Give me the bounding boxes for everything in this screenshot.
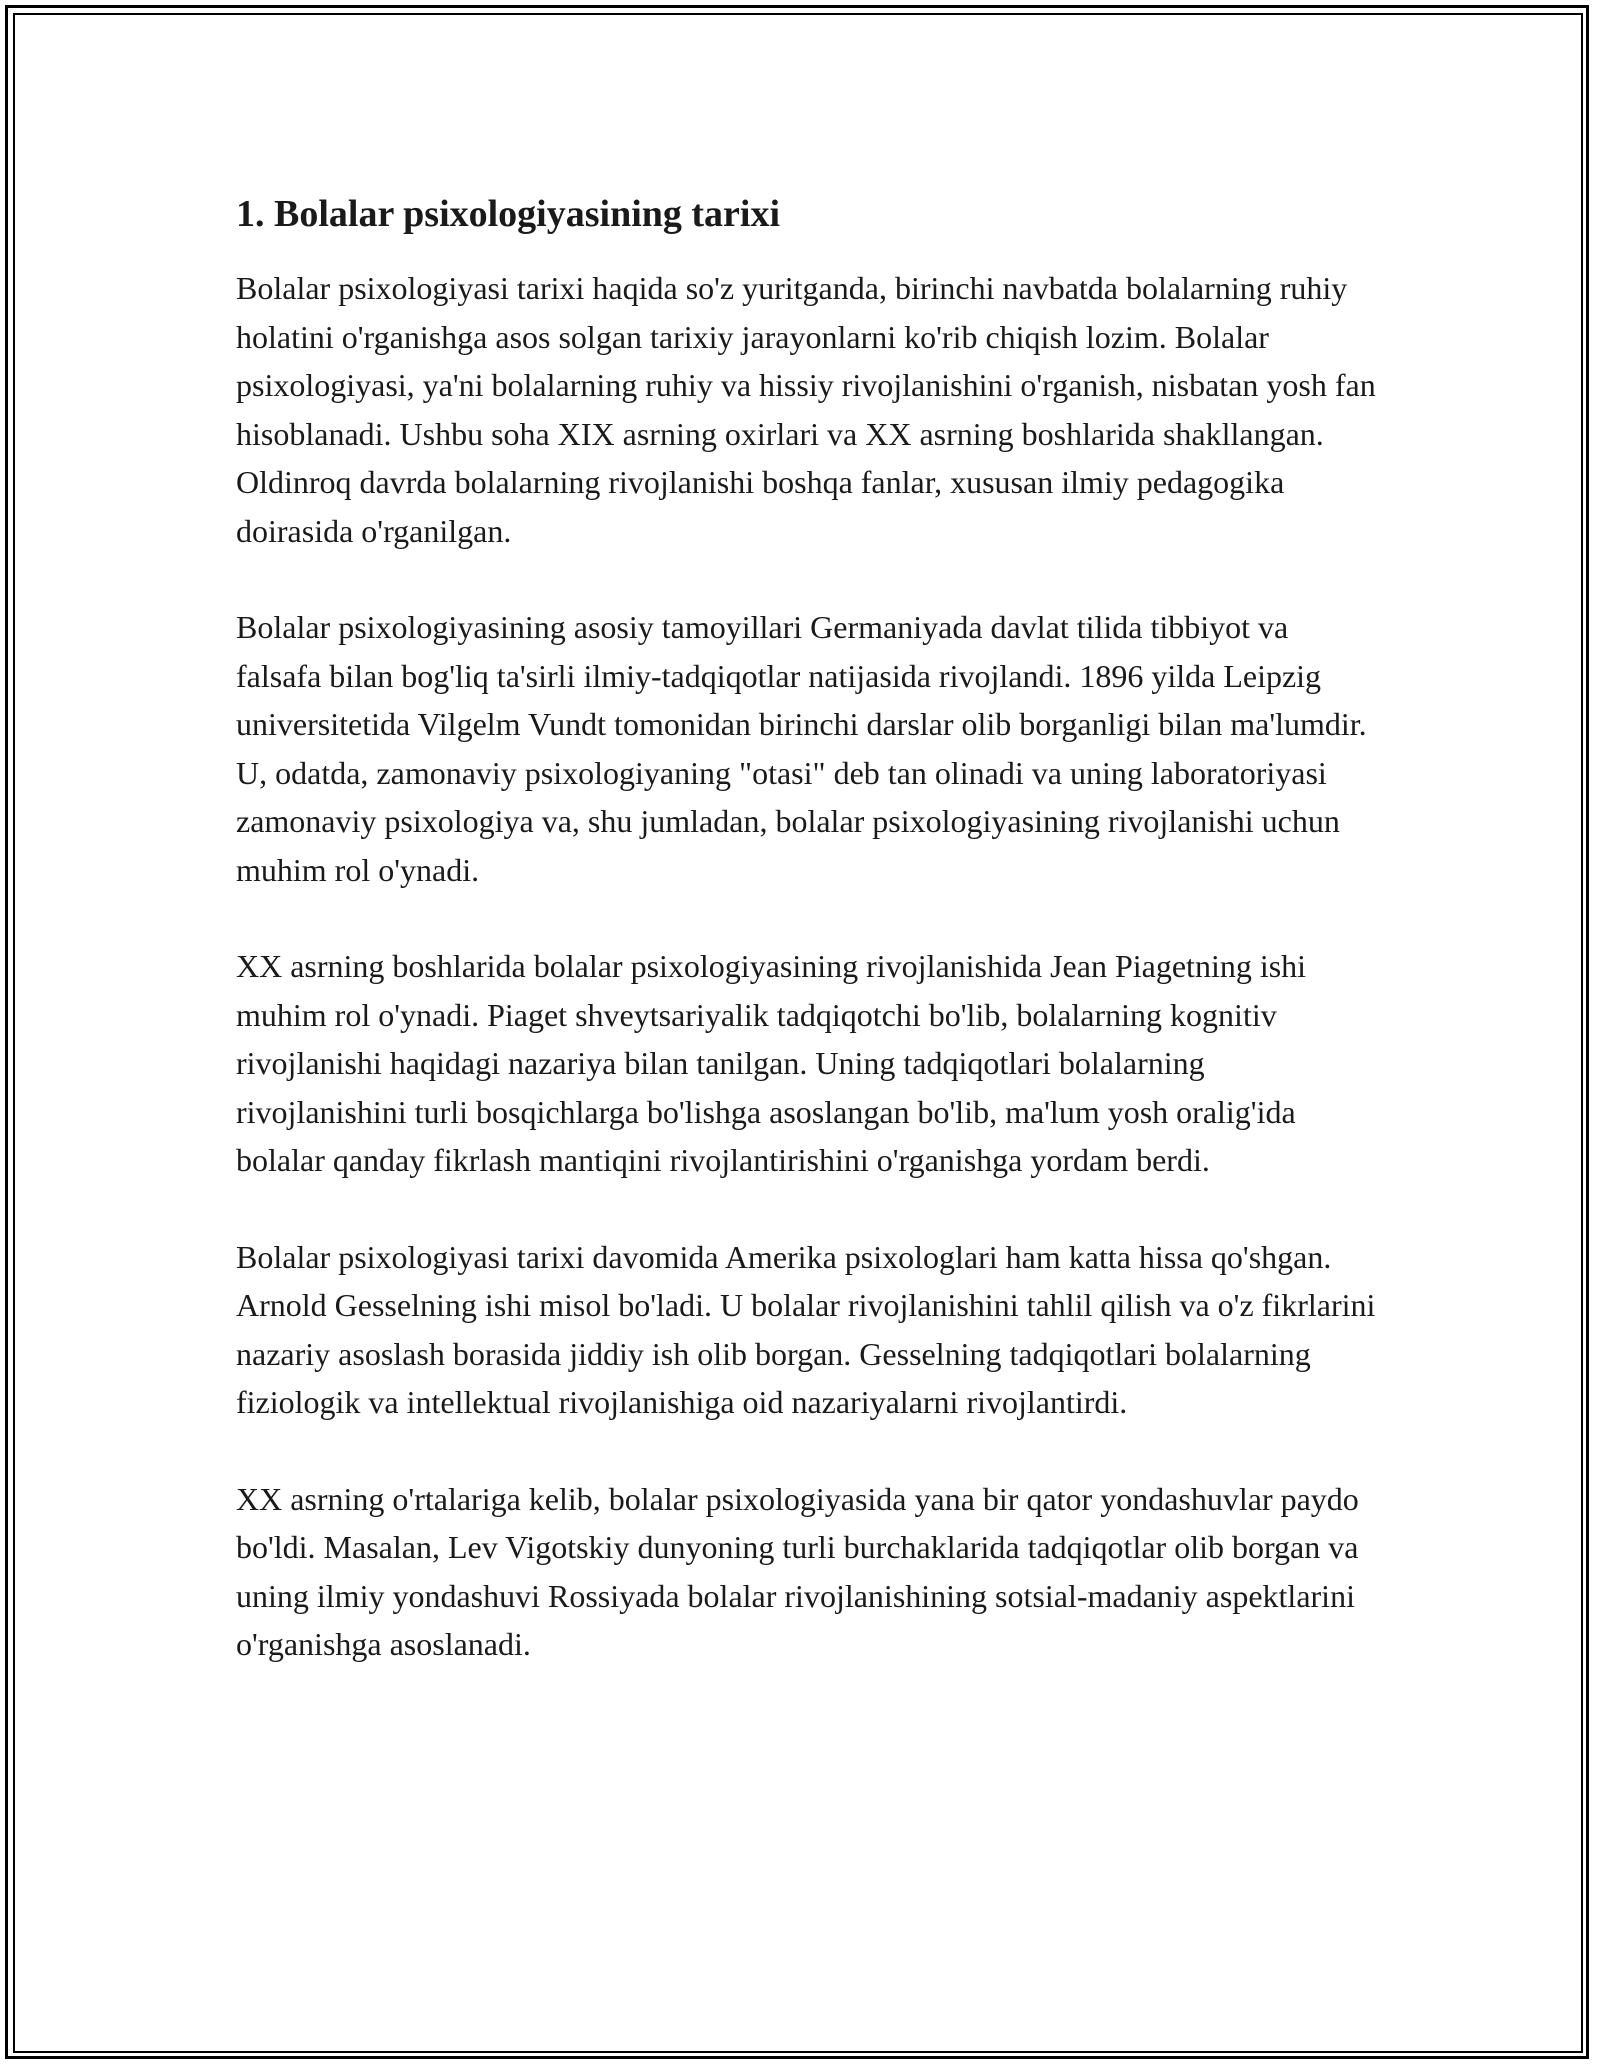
paragraph-3: XX asrning boshlarida bolalar psixologiyasining rivojlanishida Jean Piagetning ishi muhim rol o'ynadi. Piaget shveytsariyalik tadqiqotchi bo'lib, bolalarning kognitiv rivojlanishi haqidagi nazariya bilan tanilgan. Uning tadqiqotlari bolalarning rivojlanishini turli bosqichlarga bo'lishga asoslangan bo'lib, ma'lum yosh oralig'ida bolalar qanday fikrlash mantiqini rivojlantirishini o'rganishga yordam berdi. (236, 948, 1307, 1178)
paragraph-2: Bolalar psixologiyasining asosiy tamoyillari Germaniyada davlat tilida tibbiyot va falsafa bilan bog'liq ta'sirli ilmiy-tadqiqotlar natijasida rivojlandi. 1896 yilda Leipzig universitetida Vilgelm Vundt tomonidan birinchi darslar olib borganligi bilan ma'lumdir. U, odatda, zamonaviy psixologiyaning "otasi" deb tan olinadi va uning laboratoriyasi zamonaviy psixologiya va, shu jumladan, bolalar psixologiyasining rivojlanishi uchun muhim rol o'ynadi. (236, 609, 1367, 888)
document-body (236, 186, 1376, 1717)
paragraph-1: Bolalar psixologiyasi tarixi haqida so'z yuritganda, birinchi navbatda bolalarning ruhiy holatini o'rganishga asos solgan tarixiy jarayonlarni ko'rib chiqish lozim. Bolalar psixologiyasi, ya'ni bolalarning ruhiy va hissiy rivojlanishini o'rganish, nisbatan yosh fan hisoblanadi. Ushbu soha XIX asrning oxirlari va XX asrning boshlarida shakllangan. Oldinroq davrda bolalarning rivojlanishi boshqa fanlar, xususan ilmiy pedagogika doirasida o'rganilgan. (236, 270, 1376, 549)
paragraph-5: XX asrning o'rtalariga kelib, bolalar psixologiyasida yana bir qator yondashuvlar paydo bo'ldi. Masalan, Lev Vigotskiy dunyoning turli burchaklarida tadqiqotlar olib borgan va uning ilmiy yondashuvi Rossiyada bolalar rivojlanishining sotsial-madaniy aspektlarini o'rganishga asoslanadi. (236, 1480, 1359, 1662)
paragraph-4: Bolalar psixologiyasi tarixi davomida Amerika psixologlari ham katta hissa qo'shgan. Arnold Gesselning ishi misol bo'ladi. U bolalar rivojlanishini tahlil qilish va o'z fikrlarini nazariy asoslash borasida jiddiy ish olib borgan. Gesselning tadqiqotlari bolalarning fiziologik va intellektual rivojlanishiga oid nazariyalarni rivojlantirdi. (236, 1238, 1376, 1420)
section-heading: 1. Bolalar psixologiyasining tarixi (236, 193, 781, 235)
